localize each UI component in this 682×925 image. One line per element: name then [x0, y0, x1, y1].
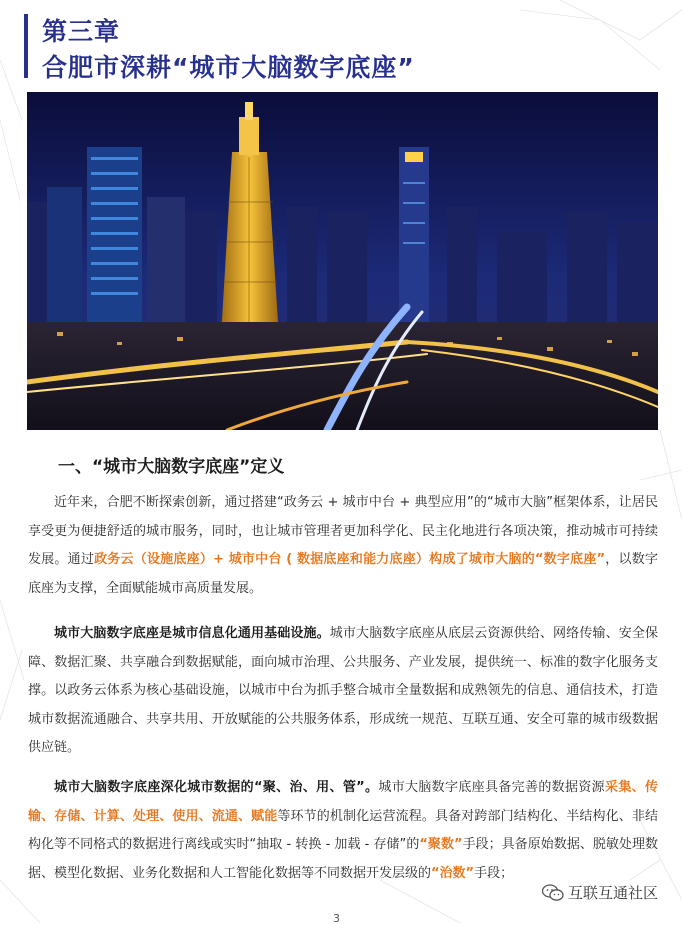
watermark-text: 互联互通社区: [568, 884, 659, 902]
paragraph-infrastructure-lead: 城市大脑数字底座是城市信息化通用基础设施。: [54, 626, 330, 641]
chapter-label: 第三章: [42, 17, 121, 46]
paragraph-data-governance-highlight-2: “聚数”: [419, 837, 463, 852]
paragraph-infrastructure: [28, 620, 658, 763]
paragraph-intro: [28, 489, 658, 603]
city-night-skyline-photo: [27, 92, 658, 430]
paragraph-data-governance-text-2: 等环节的机制化运营流程。具备对跨部门结构化、半结构化、非结构化等不同格式的数据进行离线或实时“抽取 - 转换 - 加载 - 存储”的: [28, 808, 658, 852]
paragraph-data-governance-text-4: 手段；: [474, 865, 514, 881]
section-heading: 一、“城市大脑数字底座”定义: [58, 457, 285, 477]
paragraph-data-governance-highlight-1: 采集、传输、存储、计算、处理、使用、流通、赋能: [28, 780, 658, 824]
wechat-watermark: [538, 880, 662, 905]
paragraph-intro-text-2: ，以数字底座为支撑，全面赋能城市高质量发展。: [28, 552, 658, 596]
paragraph-infrastructure-text: 城市大脑数字底座从底层云资源供给、网络传输、安全保障、数据汇聚、共享融合到数据赋能，面向城市治理、公共服务、产业发展，提供统一、标准的数字化服务支撑。以政务云体系为核心基础设施，以城市中台为抓手整合城市全量数据和成熟领先的信息、通信技术，打造城市数据流通融合、共享共用、开放赋能的公共服务体系，形成统一规范、互联互通、安全可靠的城市级数据供应链。: [28, 626, 658, 755]
wechat-icon: [542, 884, 564, 902]
paragraph-intro-highlight: 政务云（设施底座）+ 城市中台 ( 数据底座和能力底座）构成了城市大脑的“数字底座”: [94, 552, 606, 567]
paragraph-intro-text-1: 近年来，合肥不断探索创新，通过搭建“政务云 + 城市中台 + 典型应用”的“城市大脑”框架体系，让居民享受更为便捷舒适的城市服务，同时，也让城市管理者更加科学化、民主化地进行各项决策，推动城市可持续发展。通过: [28, 495, 658, 567]
paragraph-data-governance-text-1: 城市大脑数字底座具备完善的数据资源: [378, 780, 605, 795]
paragraph-data-governance-lead: 城市大脑数字底座深化城市数据的“聚、治、用、管”。: [54, 780, 379, 795]
page-number: 3: [333, 912, 340, 925]
paragraph-data-governance-text-3: 手段；具备原始数据、脱敏处理数据、模型化数据、业务化数据和人工智能化数据等不同数据开发层级的: [28, 837, 658, 881]
paragraph-data-governance-highlight-3: “治数”: [431, 865, 475, 881]
title-accent-bar: [24, 14, 28, 78]
paragraph-data-governance: [28, 774, 658, 888]
skyline-illustration: [27, 92, 658, 430]
chapter-title: 合肥市深耕“城市大脑数字底座”: [42, 53, 415, 82]
